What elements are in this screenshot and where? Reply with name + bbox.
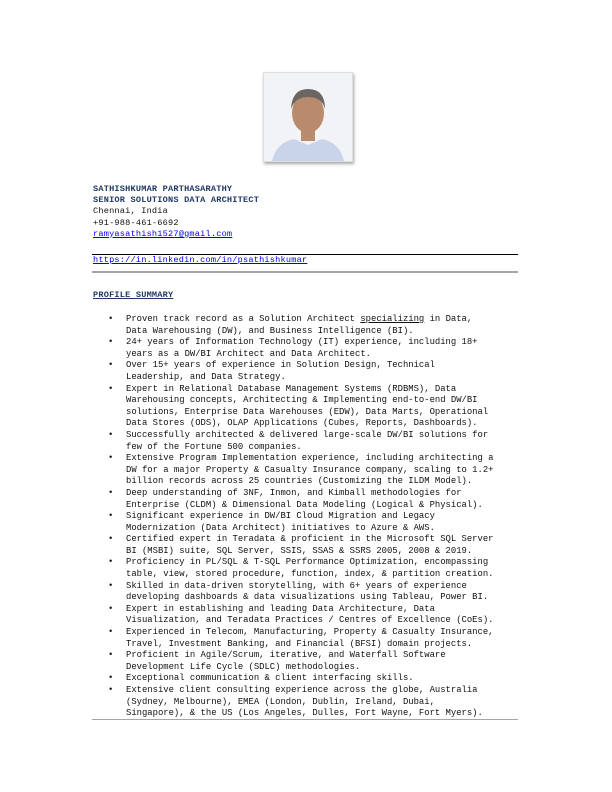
bullet-line: • Extensive client consulting experience across the globe, Australia [126, 685, 478, 695]
divider [92, 719, 518, 720]
list-item [108, 314, 528, 337]
bullet-line: • Deep understanding of 3NF, Inmon, and Kimball methodologies for [126, 487, 462, 498]
list-item [108, 557, 528, 580]
bullet-line: Development Life Cycle (SDLC) methodologies. [126, 661, 361, 672]
list-item [108, 581, 528, 604]
bullet-line: developing dashboards & data visualizations using Tableau, Power BI. [126, 592, 489, 603]
list-item [108, 650, 528, 673]
phone: +91-988-461-6692 [93, 217, 179, 228]
bullet-line: • Successfully architected & delivered large-scale DW/BI solutions for [126, 429, 489, 440]
bullet-line: years as a DW/BI Architect and Data Architect. [126, 348, 371, 359]
list-item [108, 534, 528, 557]
bullet-line: Enterprise (CLDM) & Dimensional Data Modeling (Logical & Physical). [126, 499, 483, 510]
bullet-line: • Expert in Relational Database Management Systems (RDBMS), Data [126, 383, 457, 394]
list-item [108, 453, 528, 488]
bullet-line: solutions, Enterprise Data Warehouses (EDW), Data Marts, Operational [126, 406, 489, 417]
bullet-line: • Proficient in Agile/Scrum, iterative, and Waterfall Software [126, 650, 446, 661]
bullet-line: DW for a major Property & Casualty Insurance company, scaling to 1.2+ [126, 464, 494, 475]
bullet-line: Data Stores (ODS), OLAP Applications (Cubes, Reports, Dashboards). [126, 418, 478, 429]
bullet-line: • Experienced in Telecom, Manufacturing, Property & Casualty Insurance, [126, 627, 494, 638]
bullet-line: Data Warehousing (DW), and Business Intelligence (BI). [126, 325, 414, 336]
bullet-line: • Certified expert in Teradata & proficient in the Microsoft SQL Server [126, 534, 494, 545]
list-item [108, 360, 528, 383]
list-item [108, 604, 528, 627]
linkedin-link[interactable]: https://in.linkedin.com/in/psathishkumar [93, 255, 308, 265]
location: Chennai, India [93, 206, 168, 217]
bullet-line: • Expert in establishing and leading Data Architecture, Data [126, 603, 435, 614]
profile-photo [263, 72, 353, 162]
list-item [108, 673, 528, 685]
divider [92, 271, 518, 273]
list-item [108, 337, 528, 360]
list-item [108, 627, 528, 650]
bullet-line: • Over 15+ years of experience in Solution Design, Technical [126, 360, 435, 371]
bullet-line: Warehousing concepts, Architecting & Implementing end-to-end DW/BI [126, 395, 478, 406]
section-heading-profile-summary: PROFILE SUMMARY [93, 290, 174, 300]
list-item [108, 511, 528, 534]
list-item [108, 430, 528, 453]
bullet-line: Singapore), & the US (Los Angeles, Dulles, Fort Wayne, Fort Myers). [126, 708, 483, 719]
bullet-line: • Significant experience in DW/BI Cloud Migration and Legacy [126, 511, 435, 522]
list-item [108, 685, 528, 720]
bullet-line: Visualization, and Teradata Practices / Centres of Excellence (CoEs). [126, 615, 494, 626]
bullet-line: • Skilled in data-driven storytelling, with 6+ years of experience [126, 580, 467, 591]
bullet-line: Travel, Investment Banking, and Financial (BFSI) domain projects. [126, 638, 473, 649]
bullet-line: BI (MSBI) suite, SQL Server, SSIS, SSAS & SSRS 2005, 2008 & 2019. [126, 545, 473, 556]
bullet-line: • 24+ years of Information Technology (IT) experience, including 18+ [126, 337, 478, 348]
email-link[interactable]: ramyasathish1527@gmail.com [93, 228, 233, 239]
bullet-line: • Extensive Program Implementation experience, including architecting a [126, 453, 494, 464]
candidate-name: SATHISHKUMAR PARTHASARATHY [93, 184, 233, 194]
bullet-line: Leadership, and Data Strategy. [126, 371, 286, 382]
list-item [108, 488, 528, 511]
contact-header [93, 184, 259, 240]
bullet-line: • Proven track record as a Solution Architect specializing in Data, [126, 314, 473, 324]
bullet-line: (Sydney, Melbourne), EMEA (London, Dublin, Ireland, Dubai, [126, 696, 435, 707]
list-item [108, 384, 528, 430]
profile-summary-list [108, 314, 528, 720]
bullet-line: Modernization (Data Architect) initiatives to Azure & AWS. [126, 522, 435, 533]
bullet-line: • Exceptional communication & client interfacing skills. [126, 673, 414, 684]
bullet-line: few of the Fortune 500 companies. [126, 441, 302, 452]
bullet-line: • Proficiency in PL/SQL & T-SQL Performance Optimization, encompassing [126, 557, 489, 568]
candidate-title: SENIOR SOLUTIONS DATA ARCHITECT [93, 195, 260, 206]
bullet-line: table, view, stored procedure, function, index, & partition creation. [126, 569, 494, 580]
bullet-line: billion records across 25 countries (Customizing the ILDM Model). [126, 476, 473, 487]
